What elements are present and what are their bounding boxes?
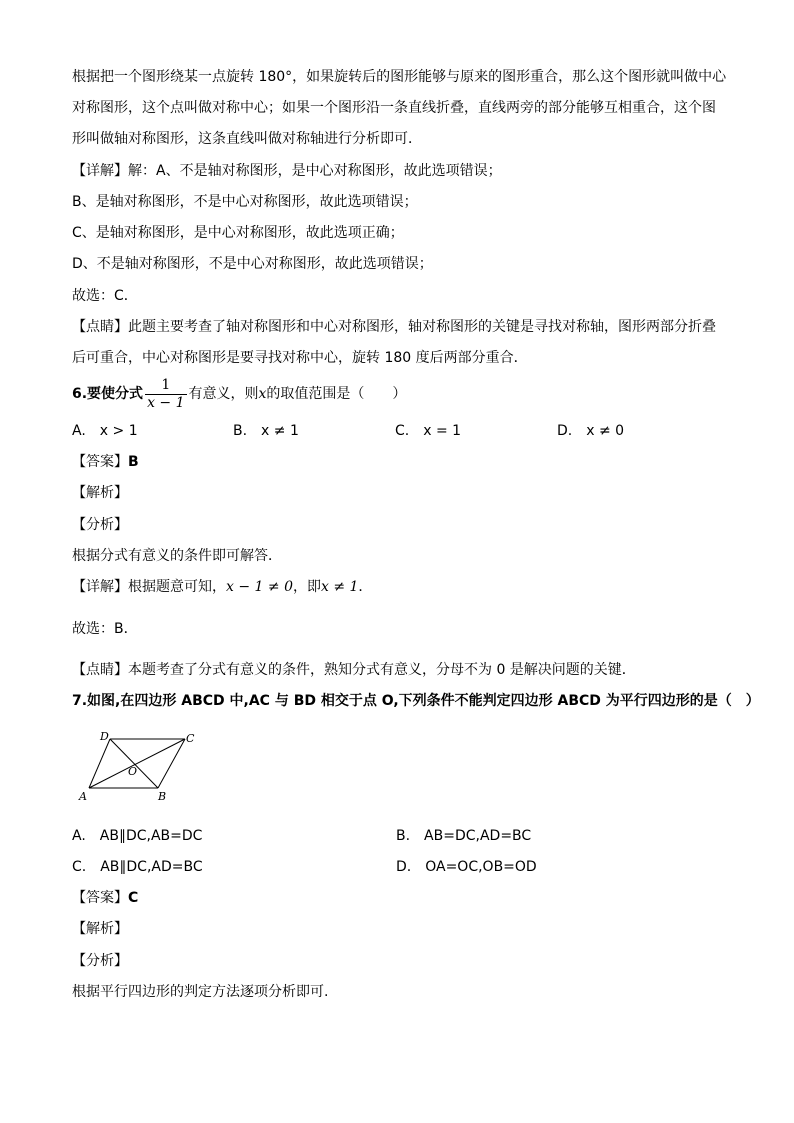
question-6-text-b: 的取值范围是（ ） <box>266 386 407 402</box>
text-line: 对称图形，这个点叫做对称中心；如果一个图形沿一条直线折叠，直线两旁的部分能够互相重合，这个图 <box>72 100 716 116</box>
q6-option-d: D. x ≠ 0 <box>557 423 625 439</box>
answer-value: C <box>128 890 139 906</box>
edge-ad <box>89 739 110 788</box>
q7-option-a: A. AB∥DC,AB=DC <box>72 828 203 844</box>
comment-text: 本题考查了分式有意义的条件，熟知分式有意义，分母不为 0 是解决问题的关键． <box>128 662 636 678</box>
detail-text: ． <box>358 579 373 595</box>
label-c: C <box>186 732 195 745</box>
detail-expression: x − 1 ≠ 0 <box>226 579 293 595</box>
text-line: B、是轴对称图形，不是中心对称图形，故此选项错误； <box>72 194 418 210</box>
text-line: 后可重合，中心对称图形是要寻找对称中心，旋转 180 度后两部分重合． <box>72 350 528 366</box>
detail-expression: x ≠ 1 <box>320 579 359 595</box>
q6-choose: 故选：B． <box>72 621 138 637</box>
diagonal-ac <box>89 739 185 788</box>
text-line: 根据把一个图形绕某一点旋转 180°，如果旋转后的图形能够与原来的图形重合，那么这个图形就叫做中心 <box>72 69 727 85</box>
text-line: 故选：C． <box>72 288 138 304</box>
q6-option-c: C. x = 1 <box>395 423 462 439</box>
q6-comment <box>72 661 636 679</box>
question-7-text: 7.如图,在四边形 ABCD 中,AC 与 BD 相交于点 O,下列条件不能判定四边形 ABCD 为平行四边形的是（ ） <box>72 693 760 709</box>
label-d: D <box>100 730 109 743</box>
q6-analysis: 根据分式有意义的条件即可解答． <box>72 548 282 564</box>
comment-tag: 【点睛】 <box>72 662 128 678</box>
q7-option-d: D. OA=OC,OB=OD <box>396 859 537 875</box>
detail-tag: 【详解】 <box>72 579 128 595</box>
answer-tag: 【答案】 <box>72 454 128 470</box>
q7-option-c: C. AB∥DC,AD=BC <box>72 859 203 875</box>
detail-text: ，即 <box>292 579 321 595</box>
label-a: A <box>79 790 87 803</box>
label-o: O <box>128 765 138 778</box>
text-line: D、不是轴对称图形，不是中心对称图形，故此选项错误； <box>72 256 433 272</box>
diagonal-bd <box>110 739 158 788</box>
parallelogram-figure <box>76 728 206 803</box>
q6-jiexi: 【解析】 <box>72 485 128 501</box>
text-line: 【点睛】此题主要考查了轴对称图形和中心对称图形，轴对称图形的关键是寻找对称轴，图形两部分折叠 <box>72 319 716 335</box>
q6-option-b: B. x ≠ 1 <box>233 423 299 439</box>
label-b: B <box>158 790 167 803</box>
detail-text: 根据题意可知， <box>128 579 226 595</box>
fraction-denominator: x − 1 <box>147 394 185 411</box>
q6-detail <box>72 578 372 596</box>
q6-answer <box>72 453 139 471</box>
question-6-variable: x <box>258 386 267 402</box>
question-6-prefix: 6.要使分式 <box>72 386 144 402</box>
q6-option-a: A. x > 1 <box>72 423 138 439</box>
question-7-stem <box>72 692 760 710</box>
q7-option-b: B. AB=DC,AD=BC <box>396 828 532 844</box>
q6-fenxi: 【分析】 <box>72 517 128 533</box>
question-6-text-a: 有意义，则 <box>188 386 259 402</box>
q7-answer <box>72 889 138 907</box>
fraction <box>145 377 186 412</box>
fraction-numerator: 1 <box>161 376 171 393</box>
q7-fenxi: 【分析】 <box>72 953 128 969</box>
answer-value: B <box>128 454 139 470</box>
question-6-stem <box>72 376 406 412</box>
answer-tag: 【答案】 <box>72 890 128 906</box>
q7-jiexi: 【解析】 <box>72 921 128 937</box>
q7-analysis: 根据平行四边形的判定方法逐项分析即可. <box>72 984 329 1000</box>
text-line: 【详解】解：A、不是轴对称图形，是中心对称图形，故此选项错误； <box>72 163 502 179</box>
text-line: 形叫做轴对称图形，这条直线叫做对称轴进行分析即可． <box>72 131 422 147</box>
text-line: C、是轴对称图形，是中心对称图形，故此选项正确； <box>72 225 404 241</box>
